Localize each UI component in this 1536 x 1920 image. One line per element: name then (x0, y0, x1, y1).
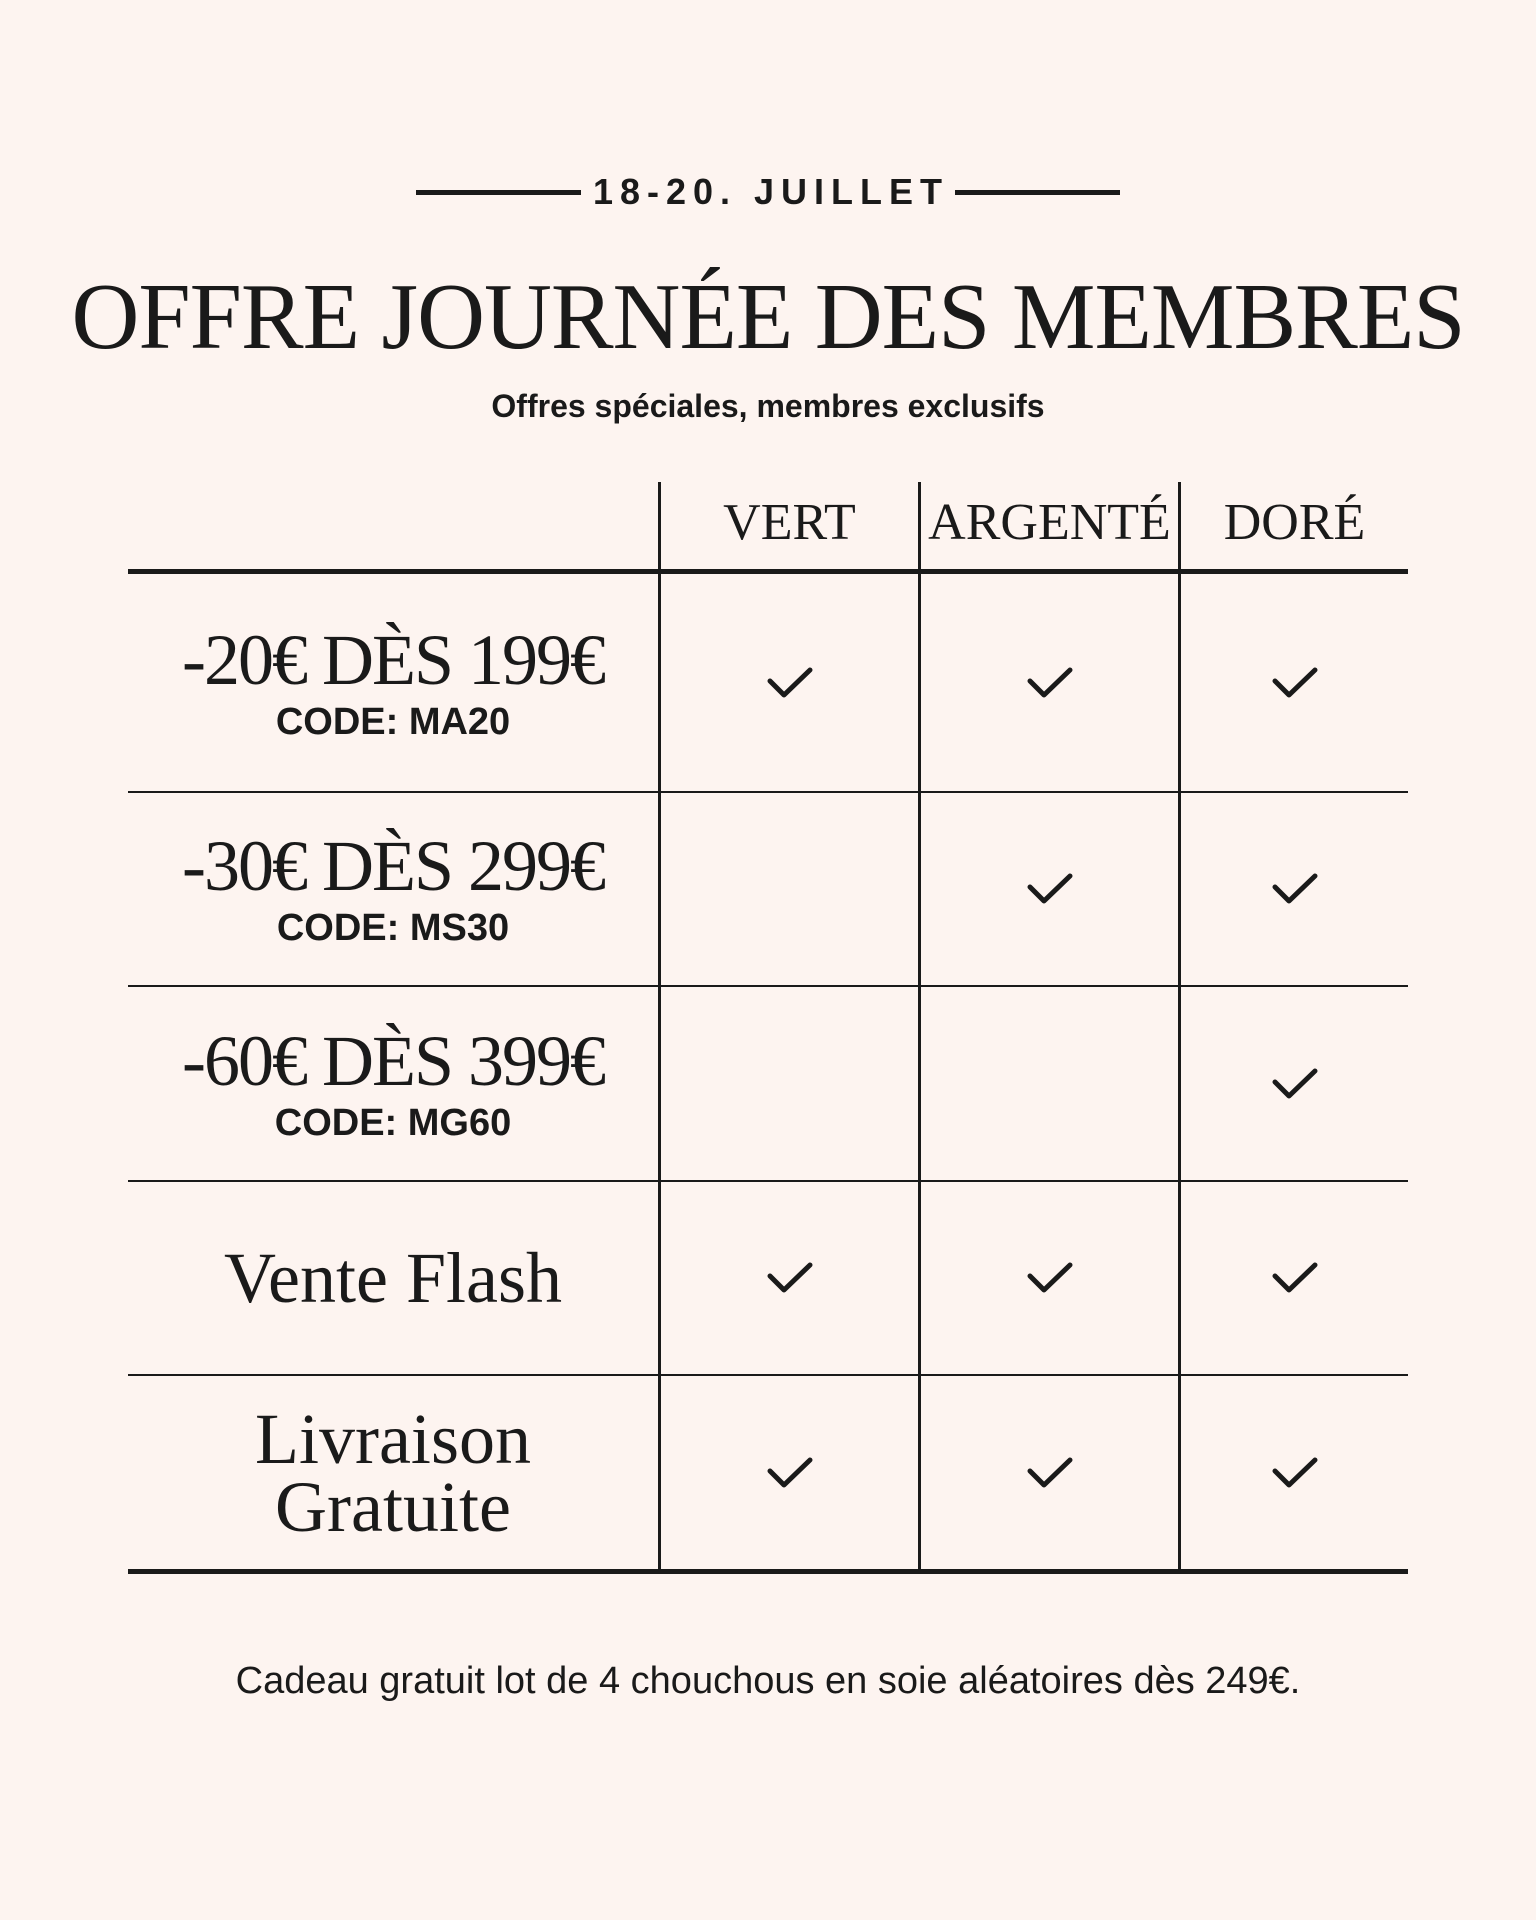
offer-label: -60€ DÈS 399€ (182, 1020, 604, 1101)
tier-cell-dore (1181, 574, 1408, 791)
footer-note: Cadeau gratuit lot de 4 chouchous en soie aléatoires dès 249€. (235, 1660, 1301, 1702)
table-row (0, 793, 1536, 985)
check-icon (1026, 871, 1074, 907)
check-icon (1026, 1455, 1074, 1491)
tier-cell-vert (661, 1182, 918, 1374)
page-subtitle: Offres spéciales, membres exclusifs (491, 388, 1045, 424)
offer-cell (128, 574, 658, 791)
column-header-argente: ARGENTÉ (928, 494, 1171, 551)
feature-cell (128, 1182, 658, 1374)
column-header-dore: DORÉ (1223, 494, 1366, 551)
check-icon (1271, 665, 1319, 701)
check-icon (1271, 1260, 1319, 1296)
feature-label-line-1: Livraison (255, 1398, 531, 1479)
tier-cell-argente (921, 1182, 1178, 1374)
tier-cell-dore (1181, 987, 1408, 1180)
offer-label: -20€ DÈS 199€ (182, 619, 604, 700)
tier-cell-dore (1181, 1182, 1408, 1374)
event-date: 18-20. JUILLET (592, 171, 950, 212)
offer-cell (128, 793, 658, 985)
promo-code: CODE: MG60 (274, 1101, 512, 1144)
tier-cell-vert (661, 793, 918, 985)
check-icon (1271, 871, 1319, 907)
date-rule-left (416, 190, 581, 195)
table-row (0, 1182, 1536, 1374)
feature-cell (128, 1376, 658, 1569)
check-icon (766, 665, 814, 701)
check-icon (1271, 1066, 1319, 1102)
offer-cell (128, 987, 658, 1180)
check-icon (1271, 1455, 1319, 1491)
tier-cell-argente (921, 574, 1178, 791)
check-icon (766, 1455, 814, 1491)
tier-cell-dore (1181, 1376, 1408, 1569)
date-rule-right (955, 190, 1120, 195)
tier-cell-dore (1181, 793, 1408, 985)
feature-label: Vente Flash (224, 1238, 562, 1318)
tier-cell-argente (921, 1376, 1178, 1569)
column-header-vert: VERT (723, 494, 856, 551)
tier-cell-argente (921, 793, 1178, 985)
tier-cell-vert (661, 574, 918, 791)
date-banner (0, 170, 1536, 214)
check-icon (1026, 1260, 1074, 1296)
table-row (0, 574, 1536, 791)
feature-label-line-2: Gratuite (275, 1466, 511, 1547)
promo-code: CODE: MA20 (275, 700, 511, 743)
table-row (0, 1376, 1536, 1569)
tier-cell-vert (661, 1376, 918, 1569)
check-icon (766, 1260, 814, 1296)
offer-label: -30€ DÈS 299€ (182, 826, 604, 906)
tier-cell-vert (661, 987, 918, 1180)
check-icon (1026, 665, 1074, 701)
table-bottom-rule (128, 1569, 1408, 1574)
promo-code: CODE: MS30 (276, 907, 510, 949)
page-title: OFFRE JOURNÉE DES MEMBRES (71, 265, 1465, 369)
table-row (0, 987, 1536, 1180)
tier-cell-argente (921, 987, 1178, 1180)
